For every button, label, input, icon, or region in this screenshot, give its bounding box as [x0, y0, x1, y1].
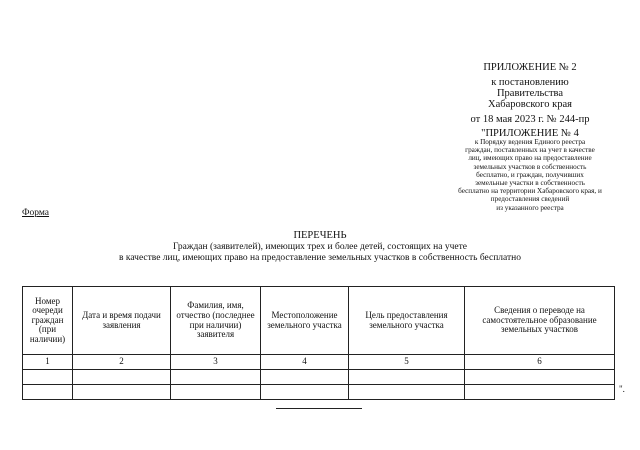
inner-line: граждан, поставленных на учет в качестве: [465, 146, 595, 155]
table-cell: [349, 370, 465, 385]
table-cell: [23, 370, 73, 385]
appendix-to-decree: к постановлению: [491, 77, 569, 88]
appendix-title: ПРИЛОЖЕНИЕ № 2: [483, 62, 577, 73]
inner-line: из указанного реестра: [496, 203, 564, 212]
column-number: 2: [73, 355, 171, 370]
header-transfer-info: Сведения о переводе на самостоятельное образование земельных участков: [465, 287, 615, 355]
column-number: 6: [465, 355, 615, 370]
form-label: Форма: [22, 208, 50, 218]
column-number: 1: [23, 355, 73, 370]
header-plot-location: Местоположение земельного участка: [261, 287, 349, 355]
inner-line: бесплатно на территории Хабаровского края, и: [458, 187, 602, 196]
inner-appendix-description: [432, 138, 628, 212]
table-header-row: [23, 287, 615, 355]
column-number-row: [23, 355, 615, 370]
appendix-block: [440, 62, 620, 139]
table-cell: [171, 370, 261, 385]
appendix-government: Правительства: [496, 88, 564, 99]
table-cell: [171, 385, 261, 400]
table-cell: [73, 385, 171, 400]
inner-line: лиц, имеющих право на предоставление: [468, 154, 592, 163]
appendix-date-number: от 18 мая 2023 г. № 244-пр: [470, 114, 590, 125]
table-cell: [261, 385, 349, 400]
appendix-region: Хабаровского края: [488, 99, 572, 110]
column-number: 5: [349, 355, 465, 370]
column-number: 3: [171, 355, 261, 370]
closing-quote: ".: [619, 384, 625, 394]
table-cell: [261, 370, 349, 385]
inner-line: бесплатно, и граждан, получивших: [476, 170, 584, 179]
table-cell: [73, 370, 171, 385]
closing-divider-line: [276, 408, 362, 409]
inner-line: к Порядку ведения Единого реестра: [474, 138, 586, 146]
header-application-datetime: Дата и время подачи заявления: [73, 287, 171, 355]
table-row: [23, 385, 615, 400]
document-title: ПЕРЕЧЕНЬ: [293, 230, 347, 241]
header-queue-number: Номер очереди граждан (при наличии): [23, 287, 73, 355]
table-row: [23, 370, 615, 385]
table-cell: [349, 385, 465, 400]
inner-line: земельные участки в собственность: [475, 179, 585, 188]
table-cell: [465, 370, 615, 385]
table-cell: [23, 385, 73, 400]
header-applicant-name: Фамилия, имя, отчество (последнее при наличии) заявителя: [171, 287, 261, 355]
subtitle-line: Граждан (заявителей), имеющих трех и более детей, состоящих на учете: [173, 242, 467, 252]
header-purpose: Цель предоставления земельного участка: [349, 287, 465, 355]
subtitle-line: в качестве лиц, имеющих право на предоставление земельных участков в собственность бесплатно: [119, 252, 521, 263]
document-subtitle: [60, 242, 580, 263]
inner-line: земельных участков в собственность: [473, 162, 587, 171]
inner-appendix-title: "ПРИЛОЖЕНИЕ № 4: [481, 128, 579, 139]
column-number: 4: [261, 355, 349, 370]
register-table: [22, 286, 615, 400]
inner-line: предоставления сведений: [490, 195, 570, 204]
table-cell: [465, 385, 615, 400]
